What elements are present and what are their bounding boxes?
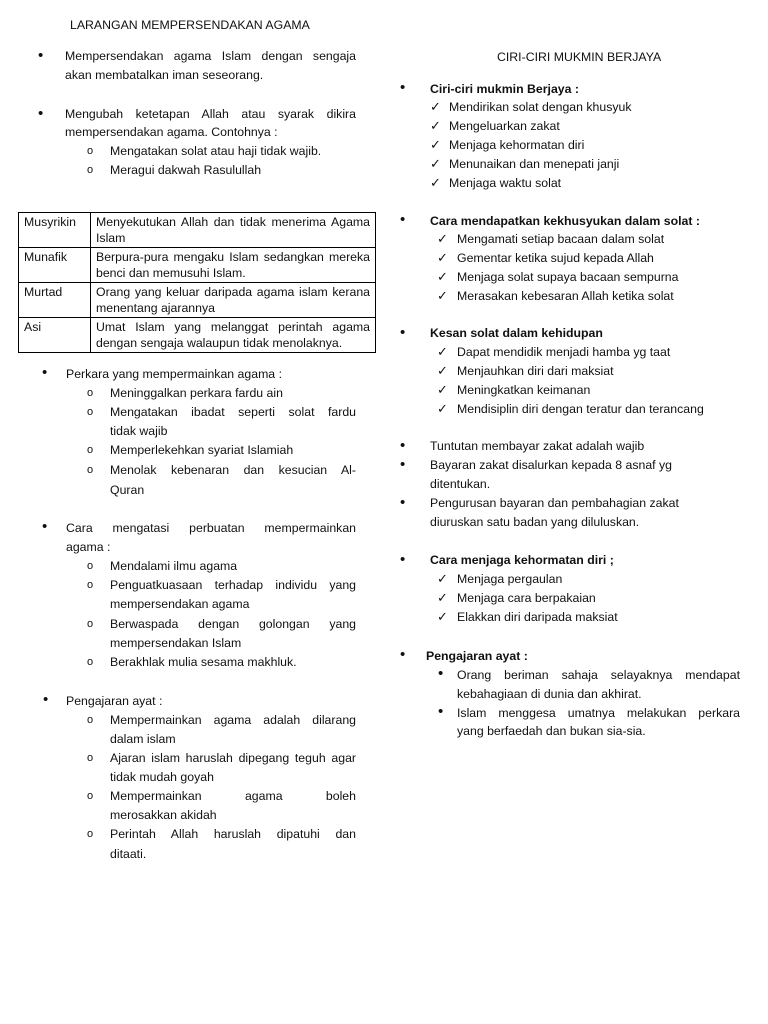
circle-bullet-icon: o bbox=[87, 406, 94, 418]
cara-item-3-line-1: Berwaspada dengan golongan yang bbox=[110, 617, 356, 631]
bullet-icon: • bbox=[400, 456, 406, 473]
perkara-item-2-line-1: Mengatakan ibadat seperti solat fardu bbox=[110, 405, 356, 419]
checkmark-icon: ✓ bbox=[430, 137, 441, 152]
bullet-icon: • bbox=[438, 703, 444, 720]
perkara-item-4-line-2: Quran bbox=[110, 483, 145, 497]
term-cell: Asi bbox=[19, 318, 91, 353]
terms-table bbox=[18, 212, 376, 353]
cara-heading-line-2: agama : bbox=[66, 540, 111, 554]
ciri-item-2: Mengeluarkan zakat bbox=[449, 119, 560, 133]
checkmark-icon: ✓ bbox=[437, 401, 448, 416]
cara-item-4: Berakhlak mulia sesama makhluk. bbox=[110, 655, 297, 669]
kesan-item-4: Mendisiplin diri dengan teratur dan terancang bbox=[457, 402, 704, 416]
circle-bullet-icon: o bbox=[87, 444, 94, 456]
right-title: CIRI-CIRI MUKMIN BERJAYA bbox=[497, 50, 662, 64]
checkmark-icon: ✓ bbox=[437, 250, 448, 265]
checkmark-icon: ✓ bbox=[437, 288, 448, 303]
right-pengajaran-item-1-line-2: kebahagiaan di dunia dan akhirat. bbox=[457, 687, 642, 701]
circle-bullet-icon: o bbox=[87, 618, 94, 630]
perkara-item-2-line-2: tidak wajib bbox=[110, 424, 168, 438]
bullet-icon: • bbox=[400, 646, 406, 663]
kesan-heading: Kesan solat dalam kehidupan bbox=[430, 326, 603, 340]
cara-item-3-line-2: mempersendakan Islam bbox=[110, 636, 242, 650]
bullet-icon: • bbox=[400, 437, 406, 454]
intro-1-line-2: akan membatalkan iman seseorang. bbox=[65, 68, 264, 82]
checkmark-icon: ✓ bbox=[437, 363, 448, 378]
term-cell: Munafik bbox=[19, 248, 91, 283]
perkara-item-3: Memperlekehkan syariat Islamiah bbox=[110, 443, 294, 457]
left-pengajaran-item-1-line-2: dalam islam bbox=[110, 732, 176, 746]
left-title: LARANGAN MEMPERSENDAKAN AGAMA bbox=[70, 18, 310, 32]
checkmark-icon: ✓ bbox=[430, 156, 441, 171]
left-pengajaran-item-4-line-2: ditaati. bbox=[110, 847, 147, 861]
circle-bullet-icon: o bbox=[87, 828, 94, 840]
khusyuk-item-4: Merasakan kebesaran Allah ketika solat bbox=[457, 289, 674, 303]
bullet-icon: • bbox=[42, 364, 48, 381]
bullet-icon: • bbox=[38, 105, 44, 122]
kesan-item-2: Menjauhkan diri dari maksiat bbox=[457, 364, 614, 378]
bullet-icon: • bbox=[400, 79, 406, 96]
zakat-item-1: Tuntutan membayar zakat adalah wajib bbox=[430, 439, 645, 453]
zakat-item-3-line-2: diuruskan satu badan yang diluluskan. bbox=[430, 515, 640, 529]
zakat-item-2-line-1: Bayaran zakat disalurkan kepada 8 asnaf yg bbox=[430, 458, 672, 472]
checkmark-icon: ✓ bbox=[437, 590, 448, 605]
checkmark-icon: ✓ bbox=[430, 175, 441, 190]
circle-bullet-icon: o bbox=[87, 560, 94, 572]
khusyuk-item-2: Gementar ketika sujud kepada Allah bbox=[457, 251, 654, 265]
intro-1-line-1: Mempersendakan agama Islam dengan sengaja bbox=[65, 49, 356, 63]
ciri-heading: Ciri-ciri mukmin Berjaya : bbox=[430, 82, 579, 96]
circle-bullet-icon: o bbox=[87, 656, 94, 668]
bullet-icon: • bbox=[400, 551, 406, 568]
cara-item-2-line-1: Penguatkuasaan terhadap individu yang bbox=[110, 578, 356, 592]
bullet-icon: • bbox=[38, 47, 44, 64]
left-pengajaran-item-2-line-2: tidak mudah goyah bbox=[110, 770, 214, 784]
definition-cell: Berpura-pura mengaku Islam sedangkan mereka benci dan memusuhi Islam. bbox=[91, 248, 376, 283]
circle-bullet-icon: o bbox=[87, 164, 94, 176]
kehormatan-item-3: Elakkan diri daripada maksiat bbox=[457, 610, 618, 624]
intro-2-sub-1: Mengatakan solat atau haji tidak wajib. bbox=[110, 144, 322, 158]
left-pengajaran-heading: Pengajaran ayat : bbox=[66, 694, 163, 708]
intro-2-sub-2: Meragui dakwah Rasulullah bbox=[110, 163, 262, 177]
right-pengajaran-item-2-line-1: Islam menggesa umatnya melakukan perkara bbox=[457, 706, 740, 720]
cara-item-1: Mendalami ilmu agama bbox=[110, 559, 238, 573]
ciri-item-3: Menjaga kehormatan diri bbox=[449, 138, 585, 152]
ciri-item-1: Mendirikan solat dengan khusyuk bbox=[449, 100, 632, 114]
circle-bullet-icon: o bbox=[87, 464, 94, 476]
bullet-icon: • bbox=[43, 691, 49, 708]
definition-cell: Umat Islam yang melanggat perintah agama dengan sengaja walaupun tidak menolaknya. bbox=[91, 318, 376, 353]
table-row bbox=[19, 318, 376, 353]
left-pengajaran-item-2-line-1: Ajaran islam haruslah dipegang teguh agar bbox=[110, 751, 356, 765]
checkmark-icon: ✓ bbox=[437, 382, 448, 397]
zakat-item-2-line-2: ditentukan. bbox=[430, 477, 491, 491]
right-pengajaran-heading: Pengajaran ayat : bbox=[426, 649, 528, 663]
definition-cell: Orang yang keluar daripada agama islam kerana menentang ajarannya bbox=[91, 283, 376, 318]
khusyuk-item-3: Menjaga solat supaya bacaan sempurna bbox=[457, 270, 679, 284]
checkmark-icon: ✓ bbox=[430, 99, 441, 114]
circle-bullet-icon: o bbox=[87, 387, 94, 399]
table-row bbox=[19, 213, 376, 248]
term-cell: Murtad bbox=[19, 283, 91, 318]
checkmark-icon: ✓ bbox=[437, 609, 448, 624]
khusyuk-heading: Cara mendapatkan kekhusyukan dalam solat : bbox=[430, 214, 700, 228]
circle-bullet-icon: o bbox=[87, 752, 94, 764]
checkmark-icon: ✓ bbox=[437, 269, 448, 284]
left-pengajaran-item-1-line-1: Mempermainkan agama adalah dilarang bbox=[110, 713, 356, 727]
left-pengajaran-item-3-line-1: Mempermainkan agama boleh bbox=[110, 789, 356, 803]
left-pengajaran-item-4-line-1: Perintah Allah haruslah dipatuhi dan bbox=[110, 827, 356, 841]
kesan-item-1: Dapat mendidik menjadi hamba yg taat bbox=[457, 345, 671, 359]
kesan-item-3: Meningkatkan keimanan bbox=[457, 383, 591, 397]
zakat-item-3-line-1: Pengurusan bayaran dan pembahagian zakat bbox=[430, 496, 679, 510]
circle-bullet-icon: o bbox=[87, 579, 94, 591]
circle-bullet-icon: o bbox=[87, 145, 94, 157]
checkmark-icon: ✓ bbox=[430, 118, 441, 133]
term-cell: Musyrikin bbox=[19, 213, 91, 248]
right-pengajaran-item-2-line-2: yang berfaedah dan bukan sia-sia. bbox=[457, 724, 646, 738]
perkara-item-4-line-1: Menolak kebenaran dan kesucian Al- bbox=[110, 463, 356, 477]
kehormatan-item-1: Menjaga pergaulan bbox=[457, 572, 563, 586]
perkara-item-1: Meninggalkan perkara fardu ain bbox=[110, 386, 283, 400]
khusyuk-item-1: Mengamati setiap bacaan dalam solat bbox=[457, 232, 665, 246]
table-row bbox=[19, 283, 376, 318]
ciri-item-4: Menunaikan dan menepati janji bbox=[449, 157, 620, 171]
bullet-icon: • bbox=[42, 518, 48, 535]
kehormatan-heading: Cara menjaga kehormatan diri ; bbox=[430, 553, 614, 567]
circle-bullet-icon: o bbox=[87, 714, 94, 726]
intro-2-line-2: mempersendakan agama. Contohnya : bbox=[65, 125, 278, 139]
definition-cell: Menyekutukan Allah dan tidak menerima Agama Islam bbox=[91, 213, 376, 248]
checkmark-icon: ✓ bbox=[437, 231, 448, 246]
ciri-item-5: Menjaga waktu solat bbox=[449, 176, 562, 190]
circle-bullet-icon: o bbox=[87, 790, 94, 802]
left-pengajaran-item-3-line-2: merosakkan akidah bbox=[110, 808, 217, 822]
bullet-icon: • bbox=[400, 211, 406, 228]
table-row bbox=[19, 248, 376, 283]
intro-2-line-1: Mengubah ketetapan Allah atau syarak dikira bbox=[65, 107, 356, 121]
bullet-icon: • bbox=[400, 494, 406, 511]
cara-heading-line-1: Cara mengatasi perbuatan mempermainkan bbox=[66, 521, 356, 535]
cara-item-2-line-2: mempersendakan agama bbox=[110, 597, 250, 611]
bullet-icon: • bbox=[438, 665, 444, 682]
right-pengajaran-item-1-line-1: Orang beriman sahaja selayaknya mendapat bbox=[457, 668, 740, 682]
checkmark-icon: ✓ bbox=[437, 571, 448, 586]
checkmark-icon: ✓ bbox=[437, 344, 448, 359]
kehormatan-item-2: Menjaga cara berpakaian bbox=[457, 591, 596, 605]
perkara-heading: Perkara yang mempermainkan agama : bbox=[66, 367, 282, 381]
bullet-icon: • bbox=[400, 324, 406, 341]
